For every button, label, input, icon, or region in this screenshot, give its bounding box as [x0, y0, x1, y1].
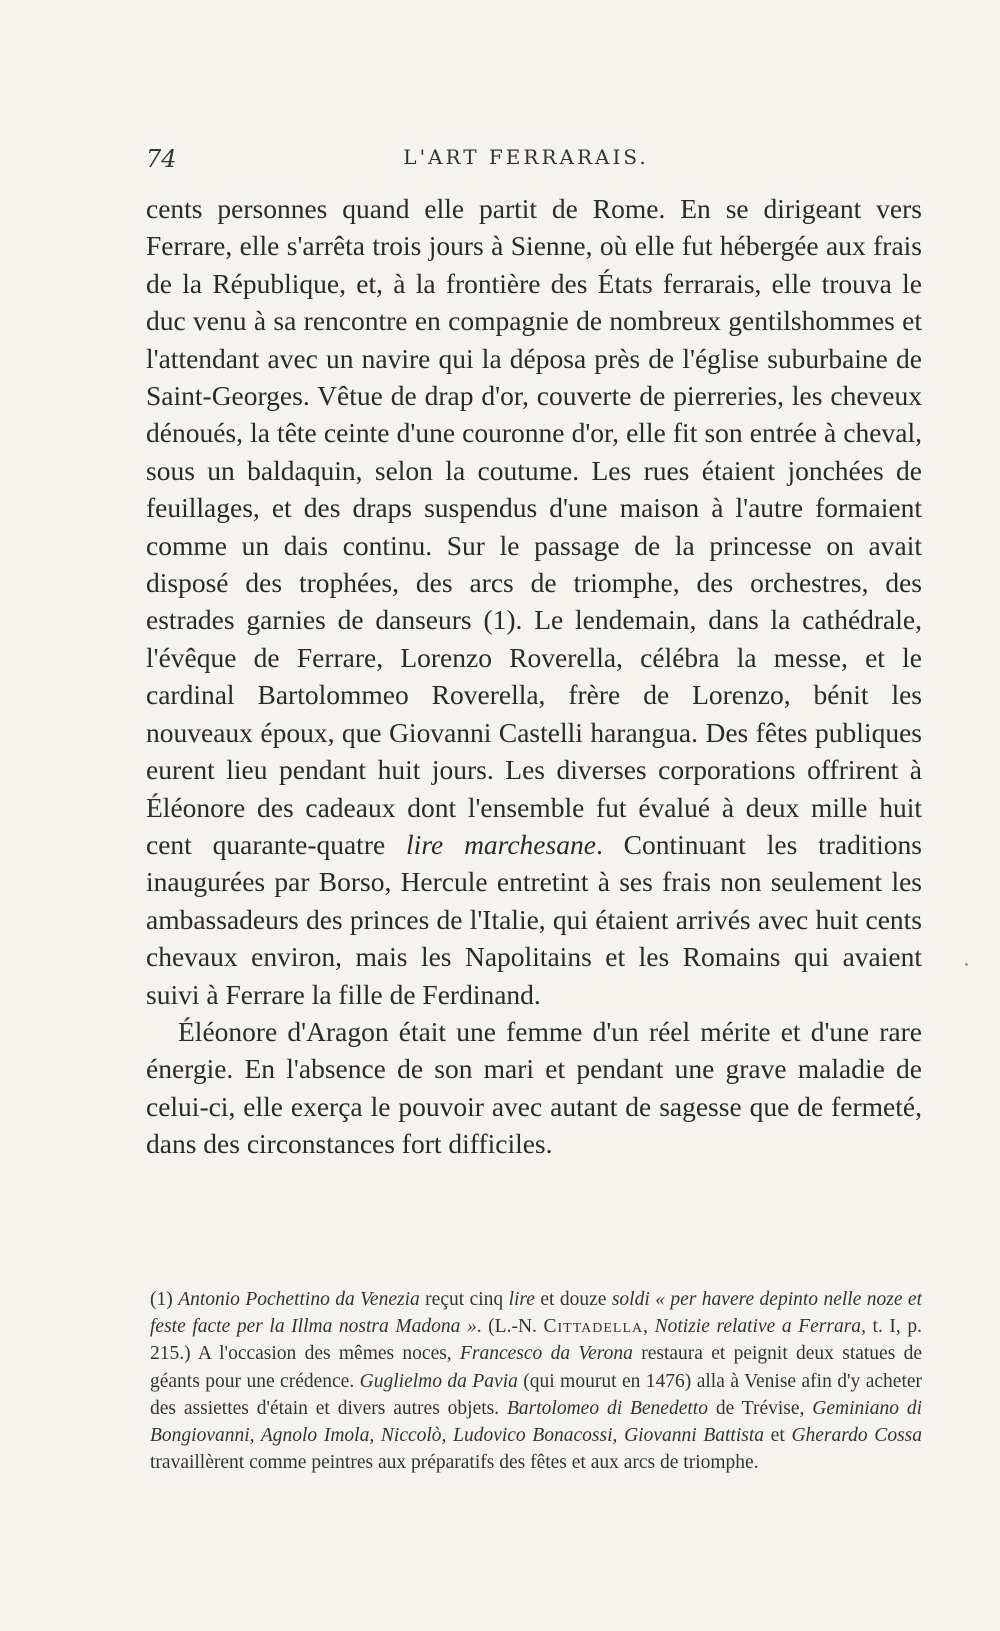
main-text	[146, 190, 922, 1163]
footnote-segment-16: de Trévise,	[707, 1397, 813, 1419]
footnote-segment-14: (qui mourut en 1476) alla à Venise afin d'y acheter des assiettes d'étain et divers autres objets.	[150, 1370, 923, 1419]
footnote-segment-19: Gherardo Cossa	[791, 1425, 922, 1447]
page-header	[146, 145, 906, 175]
footnote-segment-20: travaillèrent comme peintres aux préparatifs des fêtes et aux arcs de triomphe.	[150, 1452, 759, 1474]
footnote-segment-4: et douze	[534, 1289, 612, 1310]
footnote-segment-17: Geminiano di Bongiovanni, Agnolo Imola, Niccolò, Ludovico Bonacossi, Giovanni Battista	[150, 1397, 922, 1447]
footnote-segment-11: Francesco da Verona	[459, 1343, 633, 1365]
running-title: L'ART FERRARAIS.	[403, 145, 649, 169]
footnote-segment-18: et	[764, 1425, 792, 1447]
footnote-segment-15: Bartolomeo di Benedetto	[507, 1397, 708, 1419]
paragraph-1	[146, 190, 922, 1013]
footnote-segment-1: Antonio Pochettino da Venezia	[178, 1289, 420, 1310]
footnote-segment-3: lire	[508, 1289, 535, 1310]
footnote-segment-8: ,	[643, 1316, 655, 1338]
paragraph-1-italic-lire-marchesane: lire marchesane	[406, 828, 596, 860]
footnote-segment-13: Guglielmo da Pavia	[359, 1370, 518, 1392]
footnotes	[150, 1286, 922, 1476]
paragraph-1-text-b: . Continuant les traditions inaugurées par Borso, Hercule entretint à ses frais non seulement les ambassadeurs des princes de l'Italie, qui étaient arrivés avec huit cents chevaux environ, mais les Napolitains et les Romains qui avaient suivi à Ferrare la fille de Ferdinand.	[146, 828, 923, 1010]
paragraph-1-text-a: cents personnes quand elle partit de Rome. En se dirigeant vers Ferrare, elle s'arrêta trois jours à Sienne, où elle fut hébergée aux frais de la République, et, à la frontière des États ferrarais, elle trouva le duc venu à sa rencontre en compagnie de nombreux gentilshommes et l'attendant avec un navire qui la déposa près de l'église suburbaine de Saint-Georges. Vêtue de drap d'or, couverte de pierreries, les cheveux dénoués, la tête ceinte d'une couronne d'or, elle fit son entrée à cheval, sous un baldaquin, selon la coutume. Les rues étaient jonchées de feuillages, et des draps suspendus d'une maison à l'autre formaient comme un dais continu. Sur le passage de la princesse on avait disposé des trophées, des arcs de triomphe, des orchestres, des estrades garnies de danseurs (1). Le lendemain, dans la cathédrale, l'évêque de Ferrare, Lorenzo Roverella, célébra la messe, et le cardinal Bartolommeo Roverella, frère de Lorenzo, bénit les nouveaux époux, que Giovanni Castelli harangua. Des fêtes publiques eurent lieu pendant huit jours. Les diverses corporations offrirent à Éléonore des cadeaux dont l'ensemble fut évalué à deux mille huit cent quarante-quatre	[146, 193, 922, 860]
paragraph-2: Éléonore d'Aragon était une femme d'un réel mérite et d'une rare énergie. En l'absence de son mari et pendant une grave maladie de celui-ci, elle exerça le pouvoir avec autant de sagesse que de fermeté, dans des circonstances fort difficiles.	[146, 1015, 922, 1160]
page-number: 74	[146, 145, 177, 173]
footnote-segment-6: . (L.-N.	[476, 1316, 544, 1338]
footnote-segment-7: Cittadella	[543, 1316, 644, 1338]
footnote-segment-9: Notizie relative a Ferrara	[654, 1316, 862, 1338]
footnote-1	[150, 1286, 922, 1476]
footnote-segment-10: , t. I, p. 215.) A l'occasion des mêmes noces,	[150, 1316, 923, 1365]
footnote-segment-2: reçut cinq	[419, 1289, 509, 1310]
paper-speck	[965, 963, 968, 966]
footnote-segment-5: soldi « per havere depinto nelle noze et feste facte per la Illma nostra Madona »	[150, 1289, 923, 1338]
footnote-marker: (1)	[150, 1289, 173, 1310]
footnote-segment-12: restaura et peignit deux statues de géants pour une crédence.	[150, 1343, 923, 1392]
